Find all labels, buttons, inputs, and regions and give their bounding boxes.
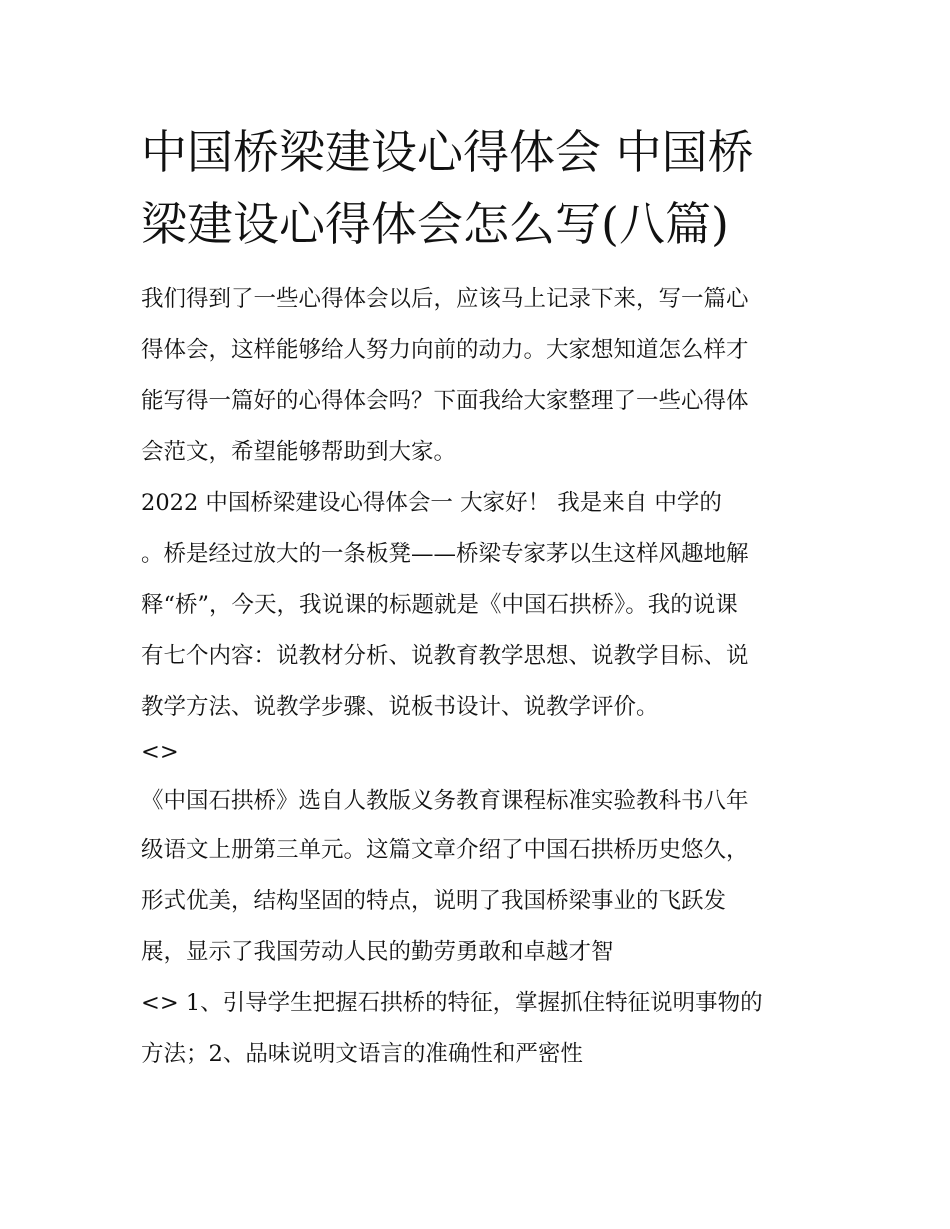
body-line: 我们得到了一些心得体会以后，应该马上记录下来，写一篇心 (141, 286, 749, 312)
document-title (141, 116, 821, 260)
body-line: 《中国石拱桥》选自人教版义务教育课程标准实验教科书八年 (141, 788, 749, 814)
body-line: 教学方法、说教学步骤、说板书设计、说教学评价。 (141, 694, 659, 720)
body-line: 2022 中国桥梁建设心得体会一 大家好！ 我是来自 中学的 (141, 490, 722, 516)
title-line-2: 梁建设心得体会怎么写(八篇) (141, 197, 729, 251)
body-line: 会范文，希望能够帮助到大家。 (141, 439, 457, 465)
body-line: 形式优美，结构坚固的特点，说明了我国桥梁事业的飞跃发 (141, 888, 727, 914)
body-line: <> (141, 739, 179, 765)
body-line: 释“桥”，今天，我说课的标题就是《中国石拱桥》。我的说课 (141, 592, 738, 618)
body-line: 得体会，这样能够给人努力向前的动力。大家想知道怎么样才 (141, 337, 749, 363)
body-line: 有七个内容：说教材分析、说教育教学思想、说教学目标、说 (141, 643, 749, 669)
body-line: 。桥是经过放大的一条板凳——桥梁专家茅以生这样风趣地解 (141, 541, 749, 567)
body-line: 能写得一篇好的心得体会吗？下面我给大家整理了一些心得体 (141, 388, 749, 414)
body-line: <> 1、引导学生把握石拱桥的特征，掌握抓住特征说明事物的 (141, 990, 763, 1016)
body-line: 级语文上册第三单元。这篇文章介绍了中国石拱桥历史悠久， (141, 837, 749, 863)
body-line: 展，显示了我国劳动人民的勤劳勇敢和卓越才智 (141, 939, 614, 965)
body-line: 方法；2、品味说明文语言的准确性和严密性 (141, 1041, 583, 1067)
title-line-1: 中国桥梁建设心得体会 中国桥 (141, 125, 754, 179)
